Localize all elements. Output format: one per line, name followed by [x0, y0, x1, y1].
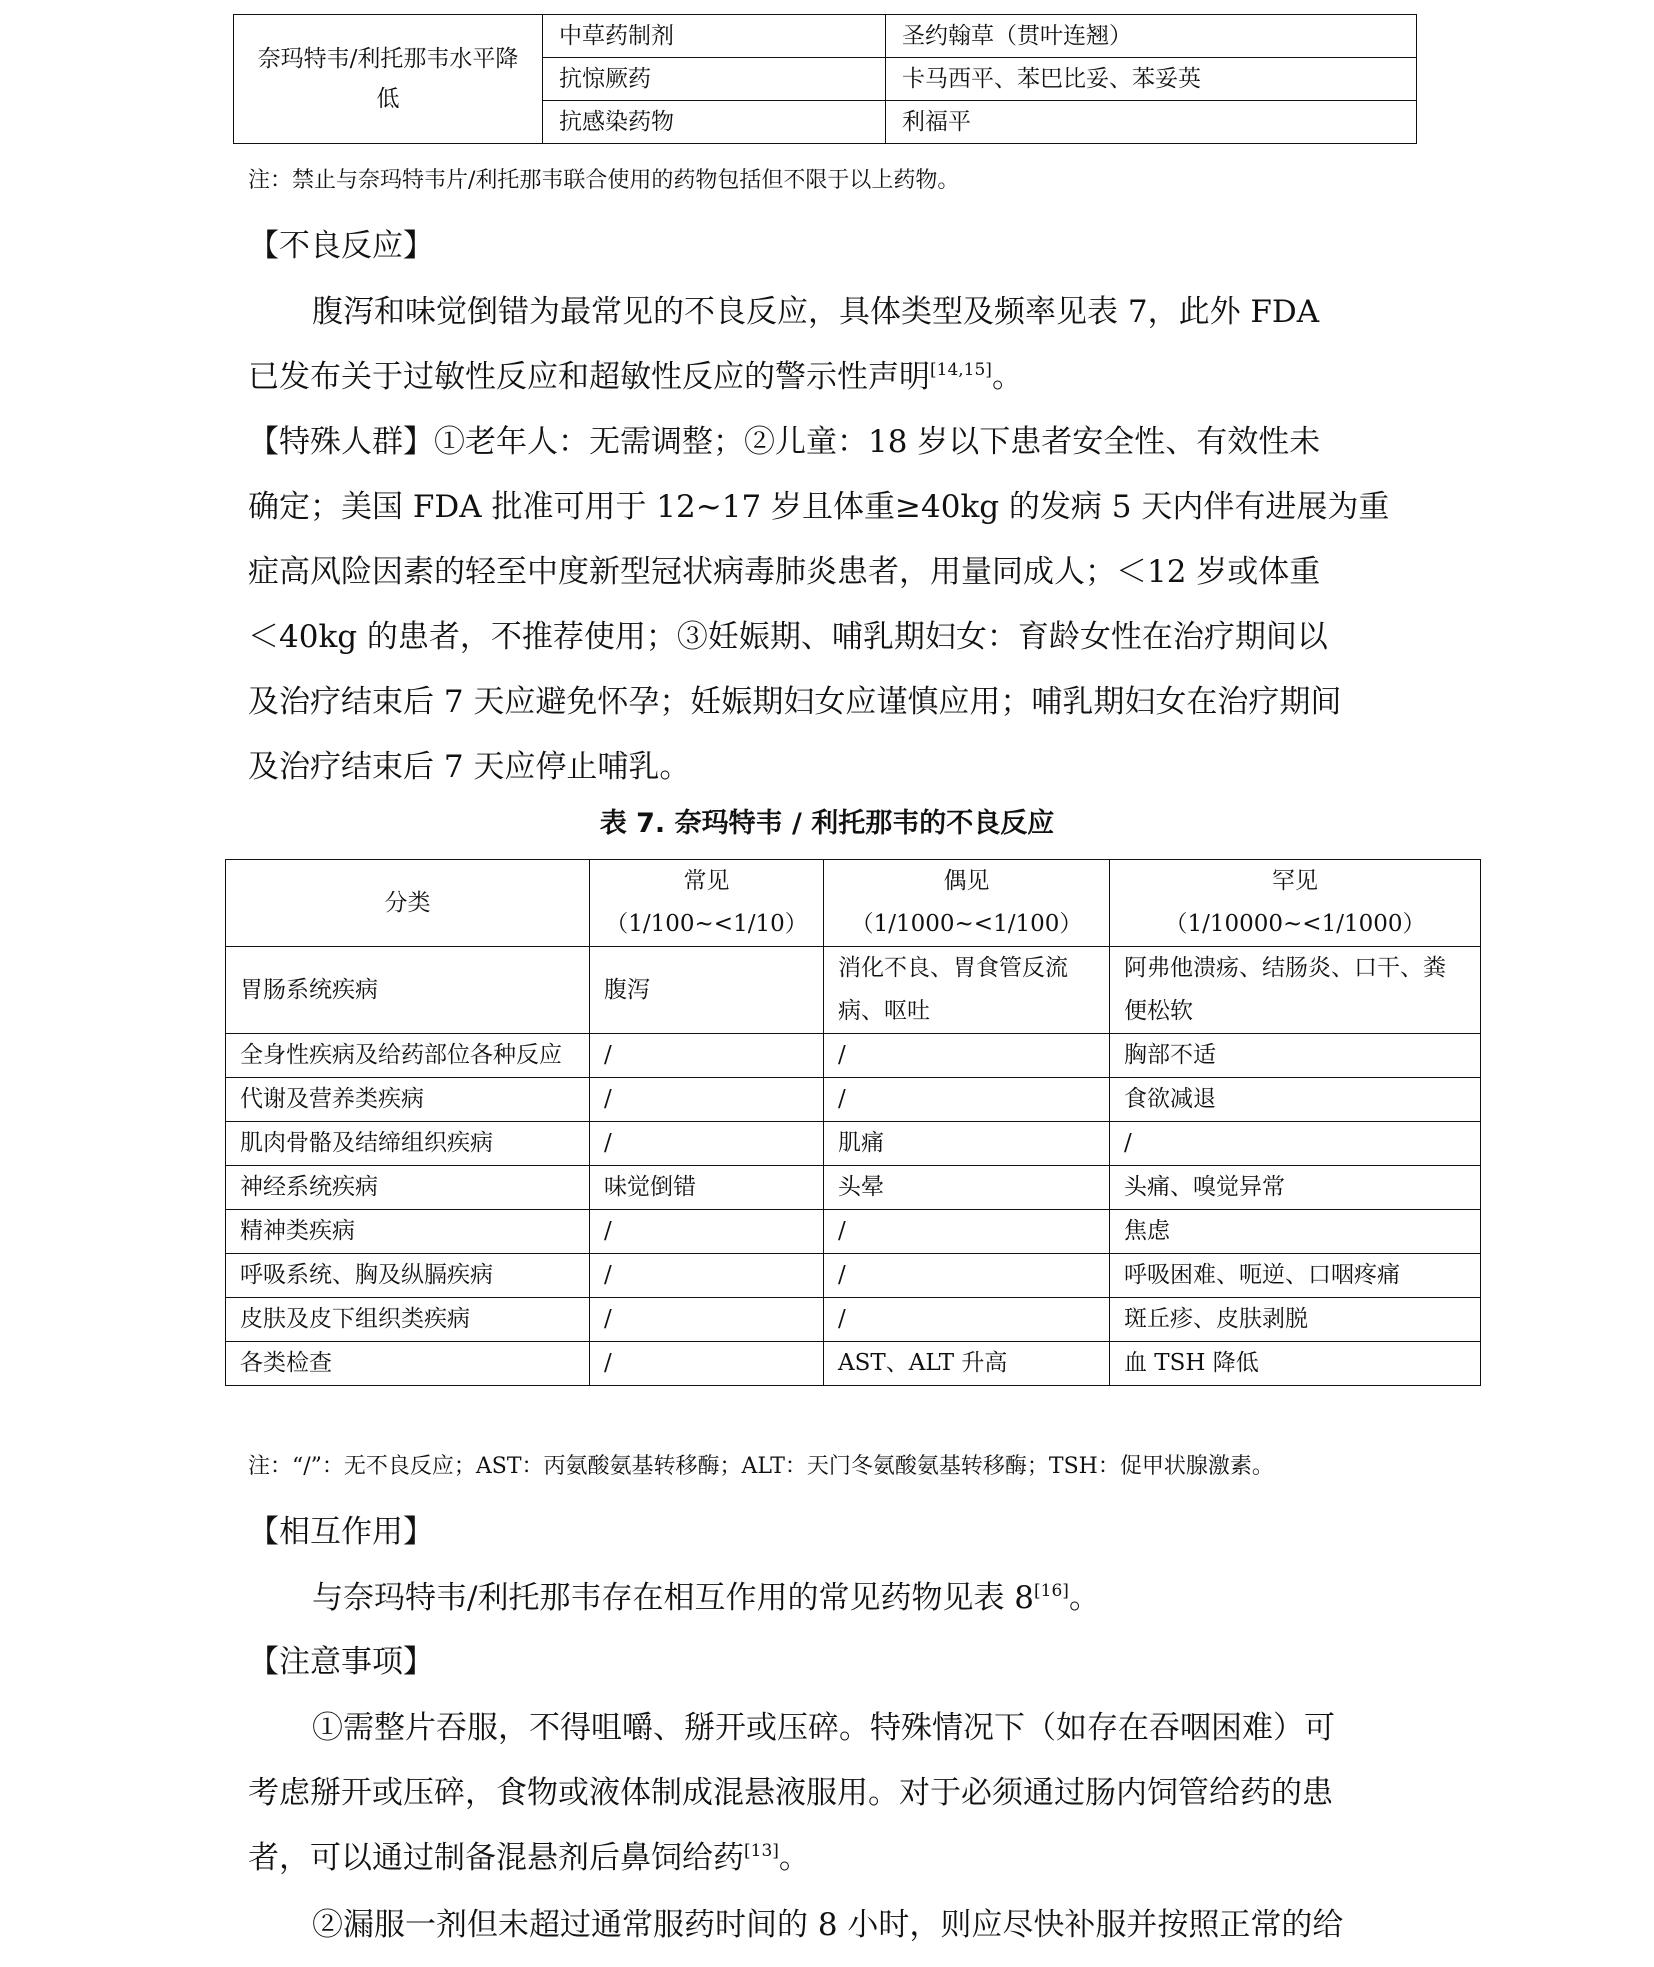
category-cell: 神经系统疾病 — [226, 1166, 590, 1210]
table-caption: 表 7. 奈玛特韦 / 利托那韦的不良反应 — [599, 808, 1055, 839]
common-cell: / — [590, 1254, 824, 1298]
common-cell: / — [590, 1078, 824, 1122]
paragraph-line: ②漏服一剂但未超过通常服药时间的 8 小时，则应尽快补服并按照正常的给 — [312, 1907, 1344, 1943]
drug-category-cell: 抗惊厥药 — [543, 58, 886, 101]
interaction-paragraph — [248, 1566, 1398, 1631]
citation-ref: [13] — [744, 1841, 779, 1861]
uncommon-cell: AST、ALT 升高 — [824, 1342, 1110, 1386]
rare-cell: 呼吸困难、呃逆、口咽疼痛 — [1110, 1254, 1481, 1298]
paragraph-text: 。 — [778, 1840, 810, 1876]
table-row — [226, 1034, 1481, 1078]
uncommon-cell: / — [824, 1210, 1110, 1254]
paragraph-line: 及治疗结束后 7 天应停止哺乳。 — [248, 749, 691, 785]
paragraph-line: 及治疗结束后 7 天应避免怀孕；妊娠期妇女应谨慎应用；哺乳期妇女在治疗期间 — [248, 684, 1342, 720]
table-row — [226, 1210, 1481, 1254]
uncommon-cell: 头晕 — [824, 1166, 1110, 1210]
citation-ref: [14,15] — [930, 360, 992, 380]
table-note: 注：“/”：无不良反应；AST：丙氨酸氨基转移酶；ALT：天门冬氨酸氨基转移酶；TSH：促甲状腺激素。 — [248, 1454, 1274, 1479]
rare-cell: 斑丘疹、皮肤剥脱 — [1110, 1298, 1481, 1342]
common-cell: / — [590, 1034, 824, 1078]
citation-ref: [16] — [1034, 1581, 1069, 1601]
rare-cell: 阿弗他溃疡、结肠炎、口干、粪便松软 — [1110, 947, 1481, 1034]
header-frequency: （1/1000~<1/100） — [850, 911, 1083, 937]
drug-list-cell: 利福平 — [886, 101, 1417, 144]
drug-category-cell: 抗感染药物 — [543, 101, 886, 144]
paragraph-line: 考虑掰开或压碎，食物或液体制成混悬液服用。对于必须通过肠内饲管给药的患 — [248, 1775, 1333, 1811]
rare-cell: 血 TSH 降低 — [1110, 1342, 1481, 1386]
rare-cell: 头痛、嗅觉异常 — [1110, 1166, 1481, 1210]
table-row — [226, 1078, 1481, 1122]
header-label: 罕见 — [1272, 868, 1318, 894]
table-row — [226, 947, 1481, 1034]
table-header-row — [226, 860, 1481, 947]
category-cell: 胃肠系统疾病 — [226, 947, 590, 1034]
uncommon-cell: / — [824, 1034, 1110, 1078]
paragraph-text: 。 — [991, 359, 1023, 395]
table-row — [226, 1166, 1481, 1210]
paragraph-text: 已发布关于过敏性反应和超敏性反应的警示性声明 — [248, 359, 930, 395]
common-cell: / — [590, 1298, 824, 1342]
table-note: 注：禁止与奈玛特韦片/利托那韦联合使用的药物包括但不限于以上药物。 — [248, 168, 960, 193]
uncommon-cell: 肌痛 — [824, 1122, 1110, 1166]
precautions-paragraph — [248, 1696, 1398, 1958]
contraindicated-drugs-table — [233, 14, 1417, 144]
header-frequency: （1/100~<1/10） — [605, 911, 808, 937]
rare-cell: 焦虑 — [1110, 1210, 1481, 1254]
paragraph-line: 【特殊人群】①老年人：无需调整；②儿童：18 岁以下患者安全性、有效性未 — [248, 424, 1321, 460]
common-cell: / — [590, 1342, 824, 1386]
paragraph-text: 与奈玛特韦/利托那韦存在相互作用的常见药物见表 8 — [312, 1580, 1035, 1616]
paragraph-line: 者，可以通过制备混悬剂后鼻饲给药 — [248, 1840, 744, 1876]
paragraph-line: 症高风险因素的轻至中度新型冠状病毒肺炎患者，用量同成人；＜12 岁或体重 — [248, 554, 1321, 590]
adverse-reactions-table — [225, 859, 1481, 1386]
common-cell: / — [590, 1210, 824, 1254]
merged-effect-cell: 奈玛特韦/利托那韦水平降低 — [234, 15, 543, 144]
drug-category-cell: 中草药制剂 — [543, 15, 886, 58]
header-common — [590, 860, 824, 947]
table-row — [226, 1254, 1481, 1298]
header-rare — [1110, 860, 1481, 947]
common-cell: 腹泻 — [590, 947, 824, 1034]
category-cell: 肌肉骨骼及结缔组织疾病 — [226, 1122, 590, 1166]
drug-list-cell: 圣约翰草（贯叶连翘） — [886, 15, 1417, 58]
category-cell: 呼吸系统、胸及纵膈疾病 — [226, 1254, 590, 1298]
header-label: 偶见 — [943, 868, 990, 894]
category-cell: 皮肤及皮下组织类疾病 — [226, 1298, 590, 1342]
table-row — [226, 1122, 1481, 1166]
section-heading-interaction: 【相互作用】 — [248, 1514, 434, 1550]
uncommon-cell: / — [824, 1254, 1110, 1298]
paragraph-line: ＜40kg 的患者，不推荐使用；③妊娠期、哺乳期妇女：育龄女性在治疗期间以 — [248, 619, 1328, 655]
rare-cell: 胸部不适 — [1110, 1034, 1481, 1078]
table-row — [226, 1342, 1481, 1386]
section-heading-adverse: 【不良反应】 — [248, 228, 434, 264]
paragraph-line: 确定；美国 FDA 批准可用于 12~17 岁且体重≥40kg 的发病 5 天内伴有进展为重 — [248, 489, 1390, 525]
paragraph-line: ①需整片吞服，不得咀嚼、掰开或压碎。特殊情况下（如存在吞咽困难）可 — [312, 1710, 1335, 1746]
uncommon-cell: / — [824, 1298, 1110, 1342]
table-row — [234, 15, 1417, 58]
paragraph-text: 。 — [1068, 1580, 1100, 1616]
drug-list-cell: 卡马西平、苯巴比妥、苯妥英 — [886, 58, 1417, 101]
common-cell: / — [590, 1122, 824, 1166]
header-frequency: （1/10000~<1/1000） — [1164, 911, 1426, 937]
rare-cell: / — [1110, 1122, 1481, 1166]
paragraph-text: 腹泻和味觉倒错为最常见的不良反应，具体类型及频率见表 7，此外 FDA — [312, 294, 1320, 330]
special-populations-paragraph — [248, 410, 1398, 800]
adverse-paragraph — [248, 280, 1398, 410]
header-uncommon — [824, 860, 1110, 947]
common-cell: 味觉倒错 — [590, 1166, 824, 1210]
section-heading-precautions: 【注意事项】 — [248, 1644, 434, 1680]
category-cell: 各类检查 — [226, 1342, 590, 1386]
uncommon-cell: 消化不良、胃食管反流病、呕吐 — [824, 947, 1110, 1034]
category-cell: 代谢及营养类疾病 — [226, 1078, 590, 1122]
uncommon-cell: / — [824, 1078, 1110, 1122]
rare-cell: 食欲减退 — [1110, 1078, 1481, 1122]
header-label: 常见 — [683, 868, 730, 894]
category-cell: 精神类疾病 — [226, 1210, 590, 1254]
table-row — [226, 1298, 1481, 1342]
category-cell: 全身性疾病及给药部位各种反应 — [226, 1034, 590, 1078]
header-category: 分类 — [226, 860, 590, 947]
